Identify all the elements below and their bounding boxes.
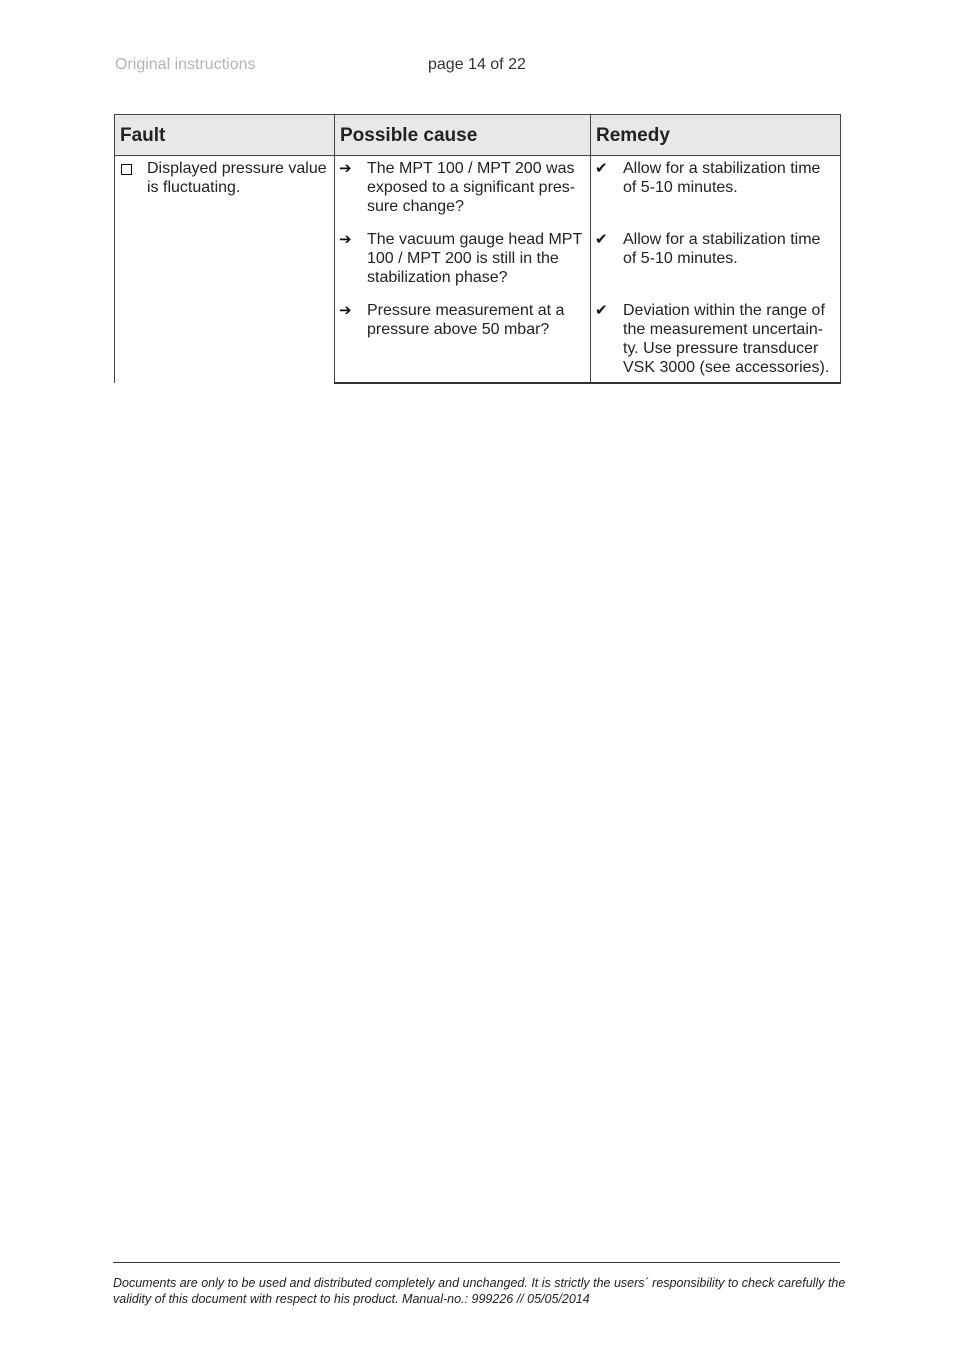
- checkmark-icon: ✔: [595, 160, 608, 177]
- column-header-fault: Fault: [115, 115, 335, 156]
- footer-divider: [113, 1262, 840, 1263]
- header-document-type: Original instructions: [115, 56, 256, 73]
- cause-text: Pressure measurement at a pressure above 50 mbar?: [367, 302, 565, 338]
- arrow-right-icon: ➔: [339, 231, 352, 248]
- page-number: page 14 of 22: [428, 56, 526, 73]
- column-header-remedy: Remedy: [591, 115, 841, 156]
- remedy-cell: [591, 227, 841, 298]
- cause-text: The vacuum gauge head MPT 100 / MPT 200 is still in the stabilization phase?: [367, 231, 582, 286]
- remedy-text: Allow for a stabilization time of 5-10 minutes.: [623, 231, 821, 267]
- remedy-cell: [591, 298, 841, 383]
- cause-cell: [335, 227, 591, 298]
- cause-cell: [335, 298, 591, 383]
- cause-text: The MPT 100 / MPT 200 was exposed to a significant pres-sure change?: [367, 160, 576, 215]
- table-row: [115, 156, 841, 228]
- fault-cell: [115, 156, 335, 384]
- checkbox-square-icon: [119, 159, 147, 197]
- fault-table: [114, 114, 841, 384]
- fault-text: Displayed pressure value is fluctuating.: [147, 160, 327, 196]
- checkmark-icon: ✔: [595, 231, 608, 248]
- arrow-right-icon: ➔: [339, 302, 352, 319]
- arrow-right-icon: ➔: [339, 160, 352, 177]
- remedy-cell: [591, 156, 841, 228]
- cause-cell: [335, 156, 591, 228]
- table-header-row: [115, 115, 841, 156]
- footer-disclaimer: Documents are only to be used and distributed completely and unchanged. It is strictly the users´ responsibility to check carefully the validity of this document with respect to his product. Manual-no.: 999226 // 05/05/2014: [113, 1276, 846, 1306]
- remedy-text: Deviation within the range of the measurement uncertain-ty. Use pressure transducer VSK 3000 (see accessories).: [623, 302, 830, 376]
- remedy-text: Allow for a stabilization time of 5-10 minutes.: [623, 160, 821, 196]
- column-header-possible-cause: Possible cause: [335, 115, 591, 156]
- checkmark-icon: ✔: [595, 302, 608, 319]
